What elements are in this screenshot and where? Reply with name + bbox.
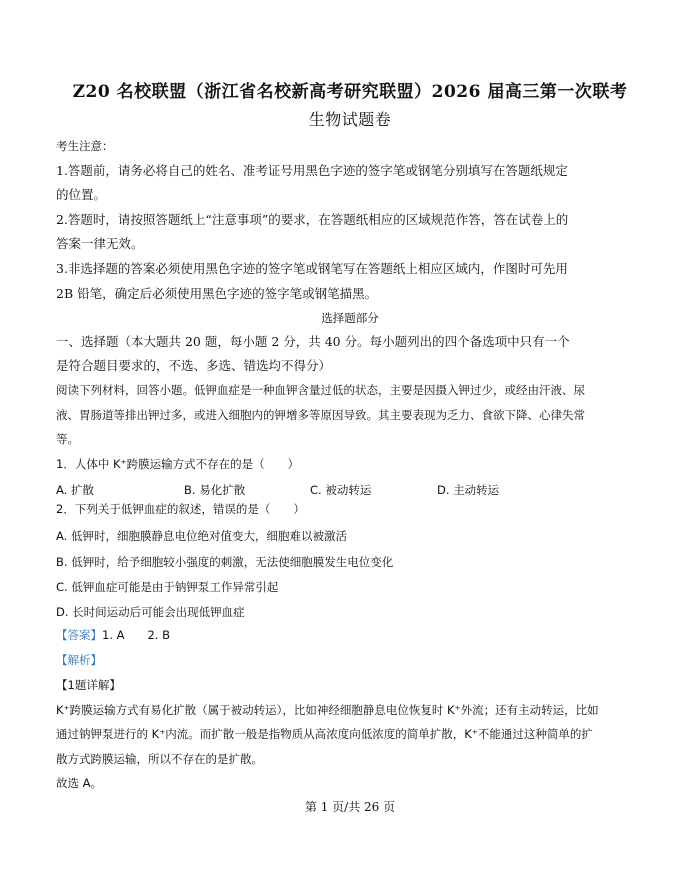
exam-subtitle: 生物试题卷	[308, 110, 392, 129]
section-instruction-line-1: 一、选择题（本大题共 20 题，每小题 2 分，共 40 分。每小题列出的四个备选项中只有一个	[56, 334, 570, 349]
notice-item-3-line-1: 3.非选择题的答案必须使用黑色字迹的签字笔或钢笔写在答题纸上相应区域内，作图时可先用	[56, 261, 568, 276]
answer-label: 【答案】	[56, 628, 102, 642]
question-1-option-b: B. 易化扩散	[184, 483, 246, 497]
passage-line-2: 液、胃肠道等排出钾过多，或进入细胞内的钾增多等原因导致。其主要表现为乏力、食欲下降、心律失常	[56, 408, 585, 422]
question-2-stem: 2．下列关于低钾血症的叙述，错误的是（ ）	[56, 502, 305, 516]
notice-item-2-line-1: 2.答题时，请按照答题纸上“注意事项”的要求，在答题纸相应的区域规范作答，答在试卷上的	[56, 212, 569, 227]
section-instruction-line-2: 是符合题目要求的，不选、多选、错选均不得分）	[56, 358, 332, 373]
notice-heading: 考生注意：	[56, 139, 114, 153]
notice-item-2-line-2: 答案一律无效。	[56, 236, 144, 251]
question-2-option-b: B. 低钾时，给予细胞较小强度的刺激，无法使细胞膜发生电位变化	[56, 555, 394, 569]
notice-item-3-line-2: 2B 铅笔，确定后必须使用黑色字迹的签字笔或钢笔描黑。	[56, 286, 378, 301]
question-1-option-d: D. 主动转运	[437, 483, 500, 497]
analysis-line-2: 通过钠钾泵进行的 K⁺内流。而扩散一般是指物质从高浓度向低浓度的简单扩散，K⁺不能通过这种简单的扩	[56, 727, 593, 741]
analysis-line-3: 散方式跨膜运输，所以不存在的是扩散。	[56, 752, 263, 766]
question-1-option-a: A. 扩散	[56, 483, 94, 497]
answer-line	[56, 627, 656, 643]
question-1-option-c: C. 被动转运	[310, 483, 372, 497]
question-2-option-c: C. 低钾血症可能是由于钠钾泵工作异常引起	[56, 580, 279, 594]
question-1-stem: 1．人体中 K⁺跨膜运输方式不存在的是（ ）	[56, 457, 300, 471]
analysis-label: 【解析】	[56, 653, 102, 667]
question-2-option-a: A. 低钾时，细胞膜静息电位绝对值变大，细胞难以被激活	[56, 529, 347, 543]
exam-title: Z20 名校联盟（浙江省名校新高考研究联盟）2026 届高三第一次联考	[72, 82, 628, 102]
section-label: 选择题部分	[321, 311, 379, 325]
analysis-sub-label: 【1题详解】	[56, 678, 121, 692]
notice-item-1-line-1: 1.答题前，请务必将自己的姓名、准考证号用黑色字迹的签字笔或钢笔分别填写在答题纸规定	[56, 163, 568, 178]
answer-text: 1. A 2. B	[102, 628, 171, 642]
question-2-option-d: D. 长时间运动后可能会出现低钾血症	[56, 605, 245, 619]
analysis-line-1: K⁺跨膜运输方式有易化扩散（属于被动转运），比如神经细胞静息电位恢复时 K⁺外流；还有主动转运，比如	[56, 703, 599, 717]
page-number: 第 1 页/共 26 页	[304, 800, 396, 814]
passage-line-1: 阅读下列材料，回答小题。低钾血症是一种血钾含量过低的状态，主要是因摄入钾过少，或经由汗液、尿	[56, 383, 585, 397]
notice-item-1-line-2: 的位置。	[56, 187, 107, 202]
passage-line-3: 等。	[56, 432, 79, 446]
analysis-conclusion: 故选 A。	[56, 776, 103, 790]
